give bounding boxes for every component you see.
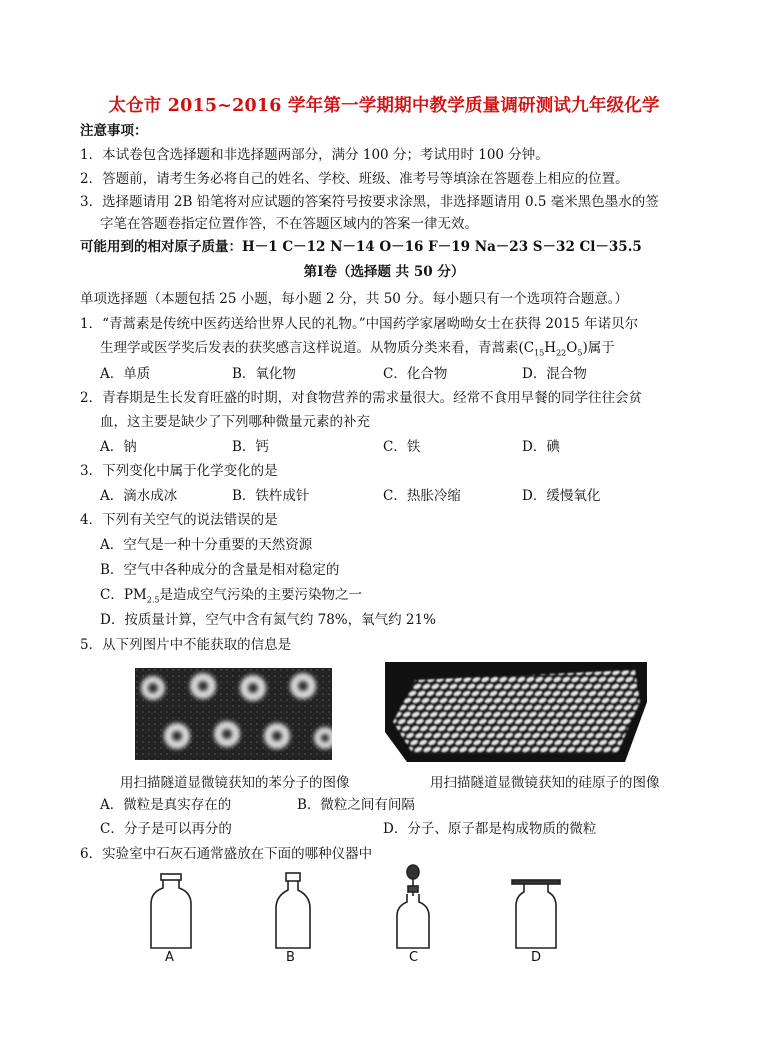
- question-2-stem-line2: 血，这主要是缺少了下列哪种微量元素的补充: [100, 414, 370, 430]
- bottle-label-d: D: [531, 950, 542, 965]
- benzene-stm-image: [135, 668, 332, 760]
- gas-collecting-bottle-icon: [510, 878, 562, 952]
- question-1-stem: 1．“青蒿素是传统中医药送给世界人民的礼物。”中国药学家屠呦呦女士在获得 2015 年诺贝尔: [80, 316, 639, 332]
- section-title: 第Ⅰ卷（选择题 共 50 分）: [303, 264, 465, 280]
- section-intro: 单项选择题（本题包括 25 小题，每小题 2 分，共 50 分。每小题只有一个选项符合题意。）: [80, 291, 628, 307]
- option-b: B．氧化物: [232, 366, 296, 382]
- question-1-stem-line2: 生理学或医学奖后发表的获奖感言这样说道。从物质分类来看，青蒿素$(C_{15}H_{22}O_5)$属于: [100, 340, 615, 358]
- option-d: D．碘: [522, 439, 560, 455]
- option-d: D．按质量计算，空气中含有氮气约 78%，氧气约 21%: [100, 612, 436, 628]
- option-c: C．分子是可以再分的: [100, 821, 232, 837]
- silicon-stm-image: [385, 662, 647, 762]
- atomic-masses: 可能用到的相对原子质量：H－1 C－12 N－14 O－16 F－19 Na－23 S－32 Cl－35.5: [80, 239, 642, 255]
- narrow-mouth-bottle-icon: [272, 872, 314, 952]
- notice-item: 2．答题前，请考生务必将自己的姓名、学校、班级、准考号等填涂在答题卷上相应的位置。: [80, 171, 629, 187]
- question-5-stem: 5．从下列图片中不能获取的信息是: [80, 637, 292, 653]
- page-title: 太仓市 2015~2016 学年第一学期期中教学质量调研测试九年级化学: [108, 96, 660, 116]
- option-b: B．钙: [232, 439, 269, 455]
- notice-item: 1．本试卷包含选择题和非选择题两部分，满分 100 分；考试用时 100 分钟。: [80, 147, 549, 163]
- option-d: D．分子、原子都是构成物质的微粒: [383, 821, 597, 837]
- wide-mouth-bottle-icon: [146, 872, 196, 952]
- notice-heading: 注意事项：: [80, 123, 148, 139]
- option-b: B．微粒之间有间隔: [297, 797, 415, 813]
- option-c: C．化合物: [383, 366, 448, 382]
- caption-left: 用扫描隧道显微镜获知的苯分子的图像: [120, 775, 350, 791]
- option-d: D．混合物: [522, 366, 587, 382]
- question-2-stem: 2．青春期是生长发育旺盛的时期，对食物营养的需求量很大。经常不食用早餐的同学往往会贫: [80, 390, 643, 406]
- option-a: A．滴水成冰: [100, 488, 178, 504]
- question-3-stem: 3．下列变化中属于化学变化的是: [80, 463, 278, 479]
- option-c: C．$PM_{2.5}$是造成空气污染的主要污染物之一: [100, 587, 362, 605]
- bottle-label-b: B: [286, 950, 295, 965]
- option-c: C．铁: [383, 439, 421, 455]
- question-4-stem: 4．下列有关空气的说法错误的是: [80, 512, 278, 528]
- notice-item: 字笔在答题卷指定位置作答，不在答题区域内的答案一律无效。: [100, 216, 478, 232]
- dropper-bottle-icon: [392, 864, 434, 952]
- option-a: A．微粒是真实存在的: [100, 797, 232, 813]
- question-6-stem: 6．实验室中石灰石通常盛放在下面的哪种仪器中: [80, 846, 373, 862]
- option-b: B．铁杵成针: [232, 488, 310, 504]
- bottle-label-c: C: [409, 950, 419, 965]
- bottle-label-a: A: [165, 950, 174, 965]
- caption-right: 用扫描隧道显微镜获知的硅原子的图像: [430, 775, 660, 791]
- option-a: A．空气是一种十分重要的天然资源: [100, 537, 313, 553]
- option-d: D．缓慢氧化: [522, 488, 601, 504]
- notice-item: 3．选择题请用 2B 铅笔将对应试题的答案符号按要求涂黑，非选择题请用 0.5 毫米黑色墨水的签: [80, 194, 659, 210]
- option-c: C．热胀冷缩: [383, 488, 461, 504]
- option-a: A．单质: [100, 366, 151, 382]
- option-b: B．空气中各种成分的含量是相对稳定的: [100, 562, 340, 578]
- option-a: A．钠: [100, 439, 137, 455]
